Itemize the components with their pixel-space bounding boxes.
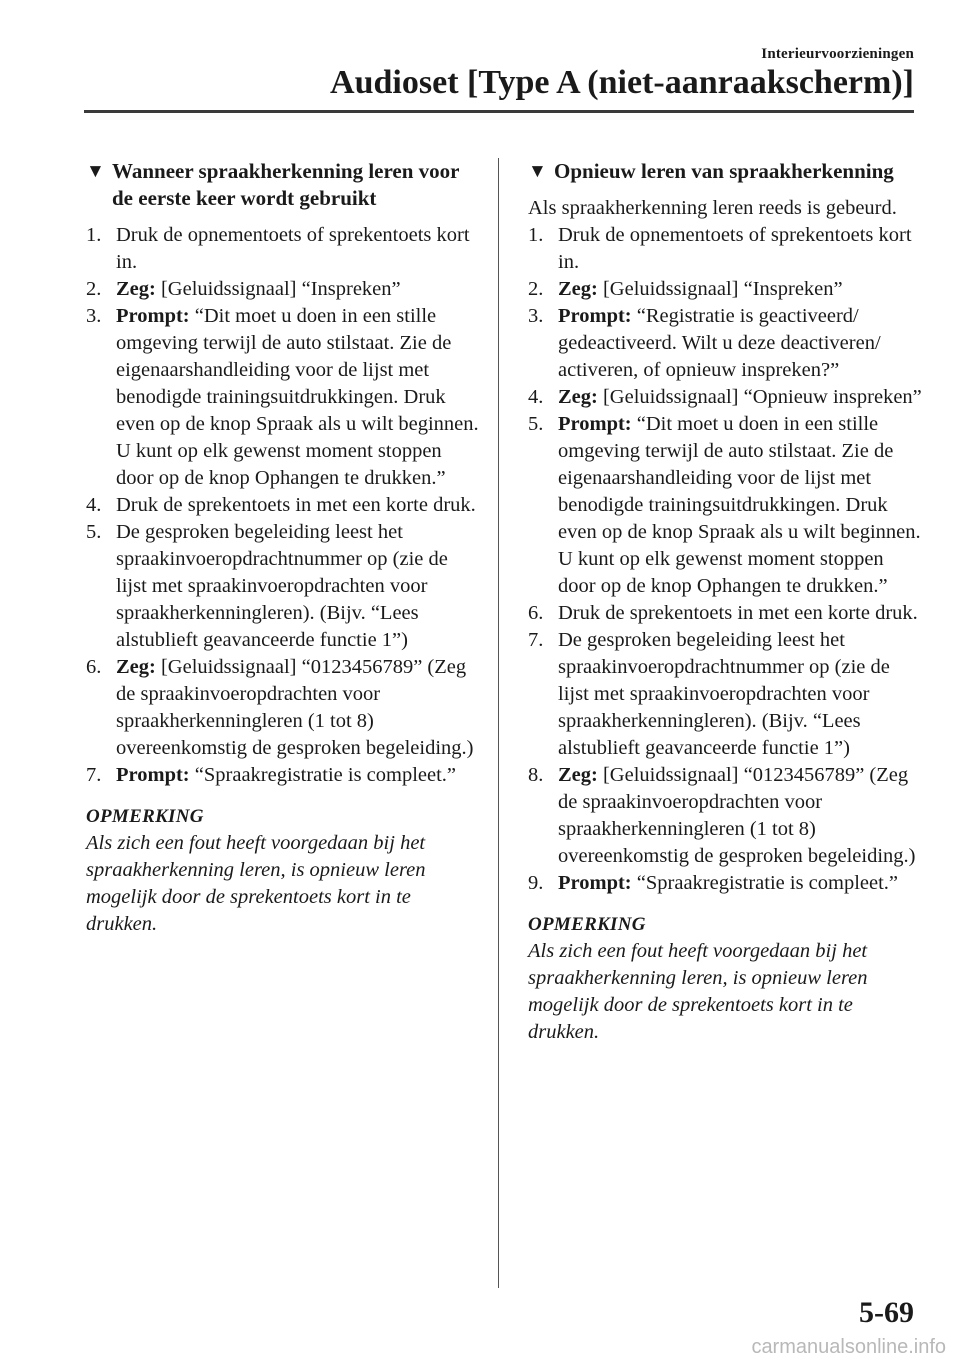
note-text: Als zich een fout heeft voorgedaan bij het spraakherkenning leren, is opnieuw leren mogelijk door de sprekentoets kort in te drukken.	[86, 832, 426, 935]
left-steps	[86, 222, 481, 789]
right-column	[528, 158, 923, 1046]
note-text: Als zich een fout heeft voorgedaan bij het spraakherkenning leren, is opnieuw leren mogelijk door de sprekentoets kort in te drukken.	[528, 940, 868, 1043]
left-note	[86, 803, 481, 938]
right-heading	[528, 158, 923, 185]
list-item: 2. Zeg: [Geluidssignaal] “Inspreken”	[528, 278, 843, 300]
list-item: 6. Druk de sprekentoets in met een korte druk.	[528, 602, 918, 624]
note-title: OPMERKING	[528, 914, 646, 935]
triangle-bullet-icon: ▼	[528, 161, 547, 182]
list-item: 8. Zeg: [Geluidssignaal] “0123456789” (Zeg de spraakinvoeropdrachten voor spraakherkenningleren (1 tot 8) overeenkomstig de gesproken begeleiding.)	[528, 764, 916, 867]
page-title: Audioset [Type A (niet-aanraakscherm)]	[330, 64, 914, 101]
list-item: 1. Druk de opnementoets of sprekentoets kort in.	[528, 224, 912, 273]
right-heading-text: Opnieuw leren van spraakherkenning	[554, 159, 894, 183]
left-column	[86, 158, 481, 938]
right-note	[528, 911, 923, 1046]
list-item: 3. Prompt: “Dit moet u doen in een stille omgeving terwijl de auto stilstaat. Zie de eigenaarshandleiding voor de lijst met benodigde trainingsuitdrukkingen. Druk even op de knop Spraak als u wilt beginnen. U kunt op elk gewenst moment stoppen door op de knop Ophangen te drukken.”	[86, 305, 479, 489]
right-intro: Als spraakherkenning leren reeds is gebeurd.	[528, 197, 897, 219]
list-item: 7. De gesproken begeleiding leest het spraakinvoeropdrachtnummer op (zie de lijst met spraakinvoeropdrachten voor spraakherkenningleren). (Bijv. “Lees alstublieft geavanceerde functie 1”)	[528, 629, 890, 759]
header-rule	[84, 110, 914, 113]
page-number: 5-69	[859, 1296, 914, 1329]
triangle-bullet-icon: ▼	[86, 161, 105, 182]
list-item: 6. Zeg: [Geluidssignaal] “0123456789” (Zeg de spraakinvoeropdrachten voor spraakherkenningleren (1 tot 8) overeenkomstig de gesproken begeleiding.)	[86, 656, 474, 759]
list-item: 4. Druk de sprekentoets in met een korte druk.	[86, 494, 476, 516]
list-item: 7. Prompt: “Spraakregistratie is compleet.”	[86, 764, 457, 786]
list-item: 3. Prompt: “Registratie is geactiveerd/ gedeactiveerd. Wilt u deze deactiveren/ activeren, of opnieuw inspreken?”	[528, 305, 881, 381]
right-steps	[528, 222, 923, 897]
list-item: 5. Prompt: “Dit moet u doen in een stille omgeving terwijl de auto stilstaat. Zie de eigenaarshandleiding voor de lijst met benodigde trainingsuitdrukkingen. Druk even op de knop Spraak als u wilt beginnen. U kunt op elk gewenst moment stoppen door op de knop Ophangen te drukken.”	[528, 413, 921, 597]
note-title: OPMERKING	[86, 806, 204, 827]
left-heading	[86, 158, 481, 212]
list-item: 9. Prompt: “Spraakregistratie is compleet.”	[528, 872, 899, 894]
left-heading-text: Wanneer spraakherkenning leren voor de eerste keer wordt gebruikt	[112, 159, 460, 210]
list-item: 1. Druk de opnementoets of sprekentoets kort in.	[86, 224, 470, 273]
list-item: 2. Zeg: [Geluidssignaal] “Inspreken”	[86, 278, 401, 300]
watermark-text: carmanualsonline.info	[751, 1336, 946, 1358]
list-item: 4. Zeg: [Geluidssignaal] “Opnieuw inspreken”	[528, 386, 922, 408]
section-label: Interieurvoorzieningen	[761, 46, 914, 62]
column-divider	[498, 158, 499, 1288]
list-item: 5. De gesproken begeleiding leest het spraakinvoeropdrachtnummer op (zie de lijst met spraakinvoeropdrachten voor spraakherkenningleren). (Bijv. “Lees alstublieft geavanceerde functie 1”)	[86, 521, 448, 651]
